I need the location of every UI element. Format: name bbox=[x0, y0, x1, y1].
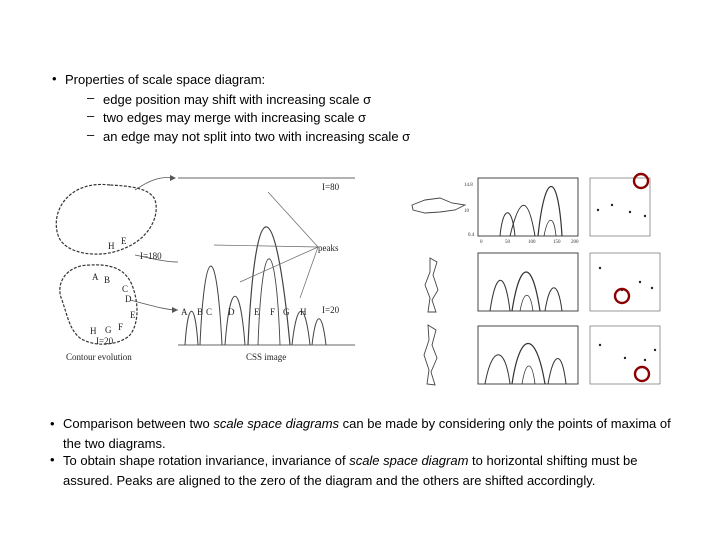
cb-label-A: A bbox=[92, 272, 99, 282]
svg-text:14.8: 14.8 bbox=[464, 183, 473, 188]
properties-heading: Properties of scale space diagram: bbox=[65, 72, 266, 87]
peak-marker-3 bbox=[635, 367, 649, 381]
diagram-row3 bbox=[478, 326, 578, 384]
cb-label-D: D bbox=[125, 294, 132, 304]
property-item-3: an edge may not split into two with increasing scale σ bbox=[103, 129, 411, 144]
property-item-2: two edges may merge with increasing scale σ bbox=[103, 110, 367, 125]
svg-text:10: 10 bbox=[464, 209, 469, 214]
css-label-G: G bbox=[283, 307, 290, 317]
maxima-box-1 bbox=[590, 178, 650, 236]
css-label-F: F bbox=[270, 307, 276, 317]
scale-80-label: I=80 bbox=[322, 182, 340, 192]
contour-top bbox=[56, 184, 156, 254]
rotation-invariance-paragraph: To obtain shape rotation invariance, invariance of scale space diagram to horizontal shifting must be assured. Peaks are aligned to the zero of the diagram and the others are shifted accordingly. bbox=[63, 453, 638, 488]
peaks-label: peaks bbox=[318, 243, 339, 253]
shape-row2 bbox=[425, 258, 438, 312]
dash-3: – bbox=[87, 127, 95, 142]
property-item-1: edge position may shift with increasing scale σ bbox=[103, 92, 372, 107]
cb-label-B: B bbox=[104, 275, 111, 285]
diagram-row2 bbox=[478, 253, 578, 311]
comparison-paragraph: Comparison between two scale space diagrams can be made by considering only the points of maxima of the two diagrams. bbox=[63, 416, 671, 451]
cb-label-G: G bbox=[105, 325, 112, 335]
css-image-label: CSS image bbox=[246, 352, 287, 362]
bullet-dot-2: • bbox=[50, 416, 55, 431]
shape-row1 bbox=[412, 198, 465, 213]
css-label-D: D bbox=[228, 307, 235, 317]
css-label-C: C bbox=[206, 307, 213, 317]
bullet-dot-3: • bbox=[50, 452, 55, 467]
svg-text:100: 100 bbox=[528, 240, 536, 245]
svg-text:200: 200 bbox=[571, 240, 579, 245]
scale-180-label: I=180 bbox=[140, 251, 162, 261]
css-label-B: B bbox=[197, 307, 204, 317]
diagram-row1 bbox=[478, 178, 578, 236]
svg-text:0.4: 0.4 bbox=[468, 233, 475, 238]
shape-row3 bbox=[424, 325, 437, 385]
svg-text:50: 50 bbox=[505, 240, 510, 245]
css-label-H: H bbox=[300, 307, 307, 317]
scale-20b-label: I=20 bbox=[96, 336, 114, 346]
contour-evolution-label: Contour evolution bbox=[66, 352, 132, 362]
scale-20-label: I=20 bbox=[322, 305, 340, 315]
bullet-dot: • bbox=[52, 71, 57, 86]
dash-1: – bbox=[87, 90, 95, 105]
cb-label-F: F bbox=[118, 322, 124, 332]
cb-label-E: E bbox=[130, 310, 136, 320]
contour-label-E: E bbox=[121, 236, 127, 246]
svg-text:0: 0 bbox=[480, 240, 483, 245]
contour-label-H: H bbox=[108, 241, 115, 251]
peak-marker-1 bbox=[634, 174, 648, 188]
cb-label-H: H bbox=[90, 326, 97, 336]
svg-text:150: 150 bbox=[553, 240, 561, 245]
css-label-E: E bbox=[254, 307, 260, 317]
css-label-A: A bbox=[181, 307, 188, 317]
dash-2: – bbox=[87, 108, 95, 123]
cb-label-C: C bbox=[122, 284, 129, 294]
